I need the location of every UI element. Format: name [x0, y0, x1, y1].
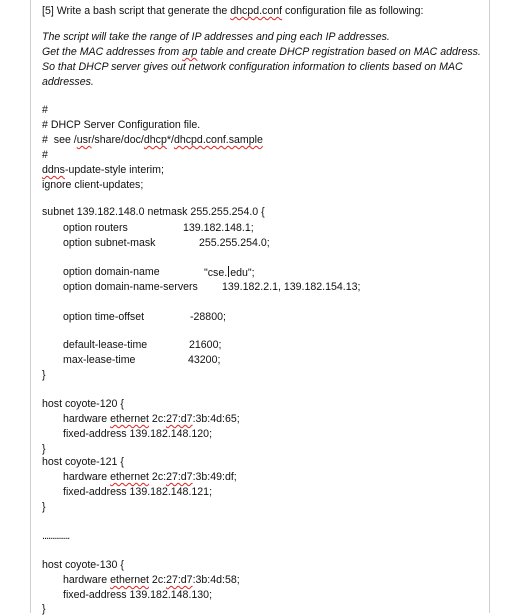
- option-key: option domain-name: [63, 266, 160, 278]
- option-value: 43200;: [188, 354, 221, 366]
- option-key: option routers: [63, 222, 128, 234]
- fixed-address-line: fixed-address 139.182.148.120;: [63, 428, 213, 440]
- option-value: 255.255.254.0;: [199, 237, 270, 249]
- option-value: "cse. edu";: [204, 267, 255, 279]
- comment-line: #: [42, 149, 48, 161]
- option-key: max-lease-time: [63, 354, 136, 366]
- spell-flag: ddns: [42, 164, 65, 176]
- description-line: So that DHCP server gives out network configuration information to clients based on MAC: [42, 61, 463, 73]
- spell-flag: 27:d7: [166, 413, 193, 425]
- comment-line: # DHCP Server Configuration file.: [42, 119, 201, 131]
- option-key: option subnet-mask: [63, 237, 156, 249]
- closing-brace: }: [42, 369, 46, 381]
- config-line: ddns-update-style interim;: [42, 164, 164, 176]
- option-key: option time-offset: [63, 311, 145, 323]
- comment-line: #: [42, 104, 48, 116]
- option-key: option domain-name-servers: [63, 281, 198, 293]
- option-value: 139.182.148.1;: [183, 222, 254, 234]
- fixed-address-line: fixed-address 139.182.148.130;: [63, 589, 213, 601]
- description-line: addresses.: [42, 76, 94, 88]
- closing-brace: }: [42, 501, 46, 513]
- comment-line: # see /usr/share/doc/dhcp*/dhcpd.conf.sample: [42, 134, 263, 146]
- host-line: host coyote-120 {: [42, 398, 124, 410]
- hardware-line: hardware ethernet 2c:27:d7:3b:49:df;: [63, 471, 237, 483]
- option-key: default-lease-time: [63, 339, 148, 351]
- closing-brace: }: [42, 603, 46, 615]
- spell-flag: ethernet: [110, 413, 149, 425]
- spell-flag: arp: [182, 46, 198, 58]
- host-line: host coyote-130 {: [42, 559, 124, 571]
- spell-flag: ethernet: [110, 574, 149, 586]
- subnet-line: subnet 139.182.148.0 netmask 255.255.254.0 {: [42, 206, 265, 218]
- option-value: 21600;: [189, 339, 222, 351]
- option-value: 139.182.2.1, 139.182.154.13;: [222, 281, 361, 293]
- spell-flag: 27:d7: [166, 574, 193, 586]
- spell-flag: dhcpd.conf: [230, 5, 283, 17]
- fixed-address-line: fixed-address 139.182.148.121;: [63, 486, 213, 498]
- config-line: ignore client-updates;: [42, 179, 144, 191]
- question-title: [5] Write a bash script that generate the dhcpd.conf configuration file as following:: [42, 5, 424, 17]
- ellipsis-line: ..............: [42, 530, 70, 542]
- page-margins: [30, 0, 490, 613]
- hardware-line: hardware ethernet 2c:27:d7:3b:4d:58;: [63, 574, 240, 586]
- spell-flag: dhcp: [143, 134, 167, 146]
- spell-flag: dhcpd.conf.sample: [173, 134, 263, 146]
- host-line: host coyote-121 {: [42, 456, 124, 468]
- spell-flag: usr: [76, 134, 92, 146]
- closing-brace: }: [42, 443, 46, 455]
- spell-flag: ethernet: [110, 471, 149, 483]
- description-line: The script will take the range of IP addresses and ping each IP addresses.: [42, 31, 390, 43]
- option-value: -28800;: [190, 311, 226, 323]
- description-line: Get the MAC addresses from arp table and create DHCP registration based on MAC address.: [42, 46, 481, 58]
- spell-flag: 27:d7: [166, 471, 193, 483]
- hardware-line: hardware ethernet 2c:27:d7:3b:4d:65;: [63, 413, 240, 425]
